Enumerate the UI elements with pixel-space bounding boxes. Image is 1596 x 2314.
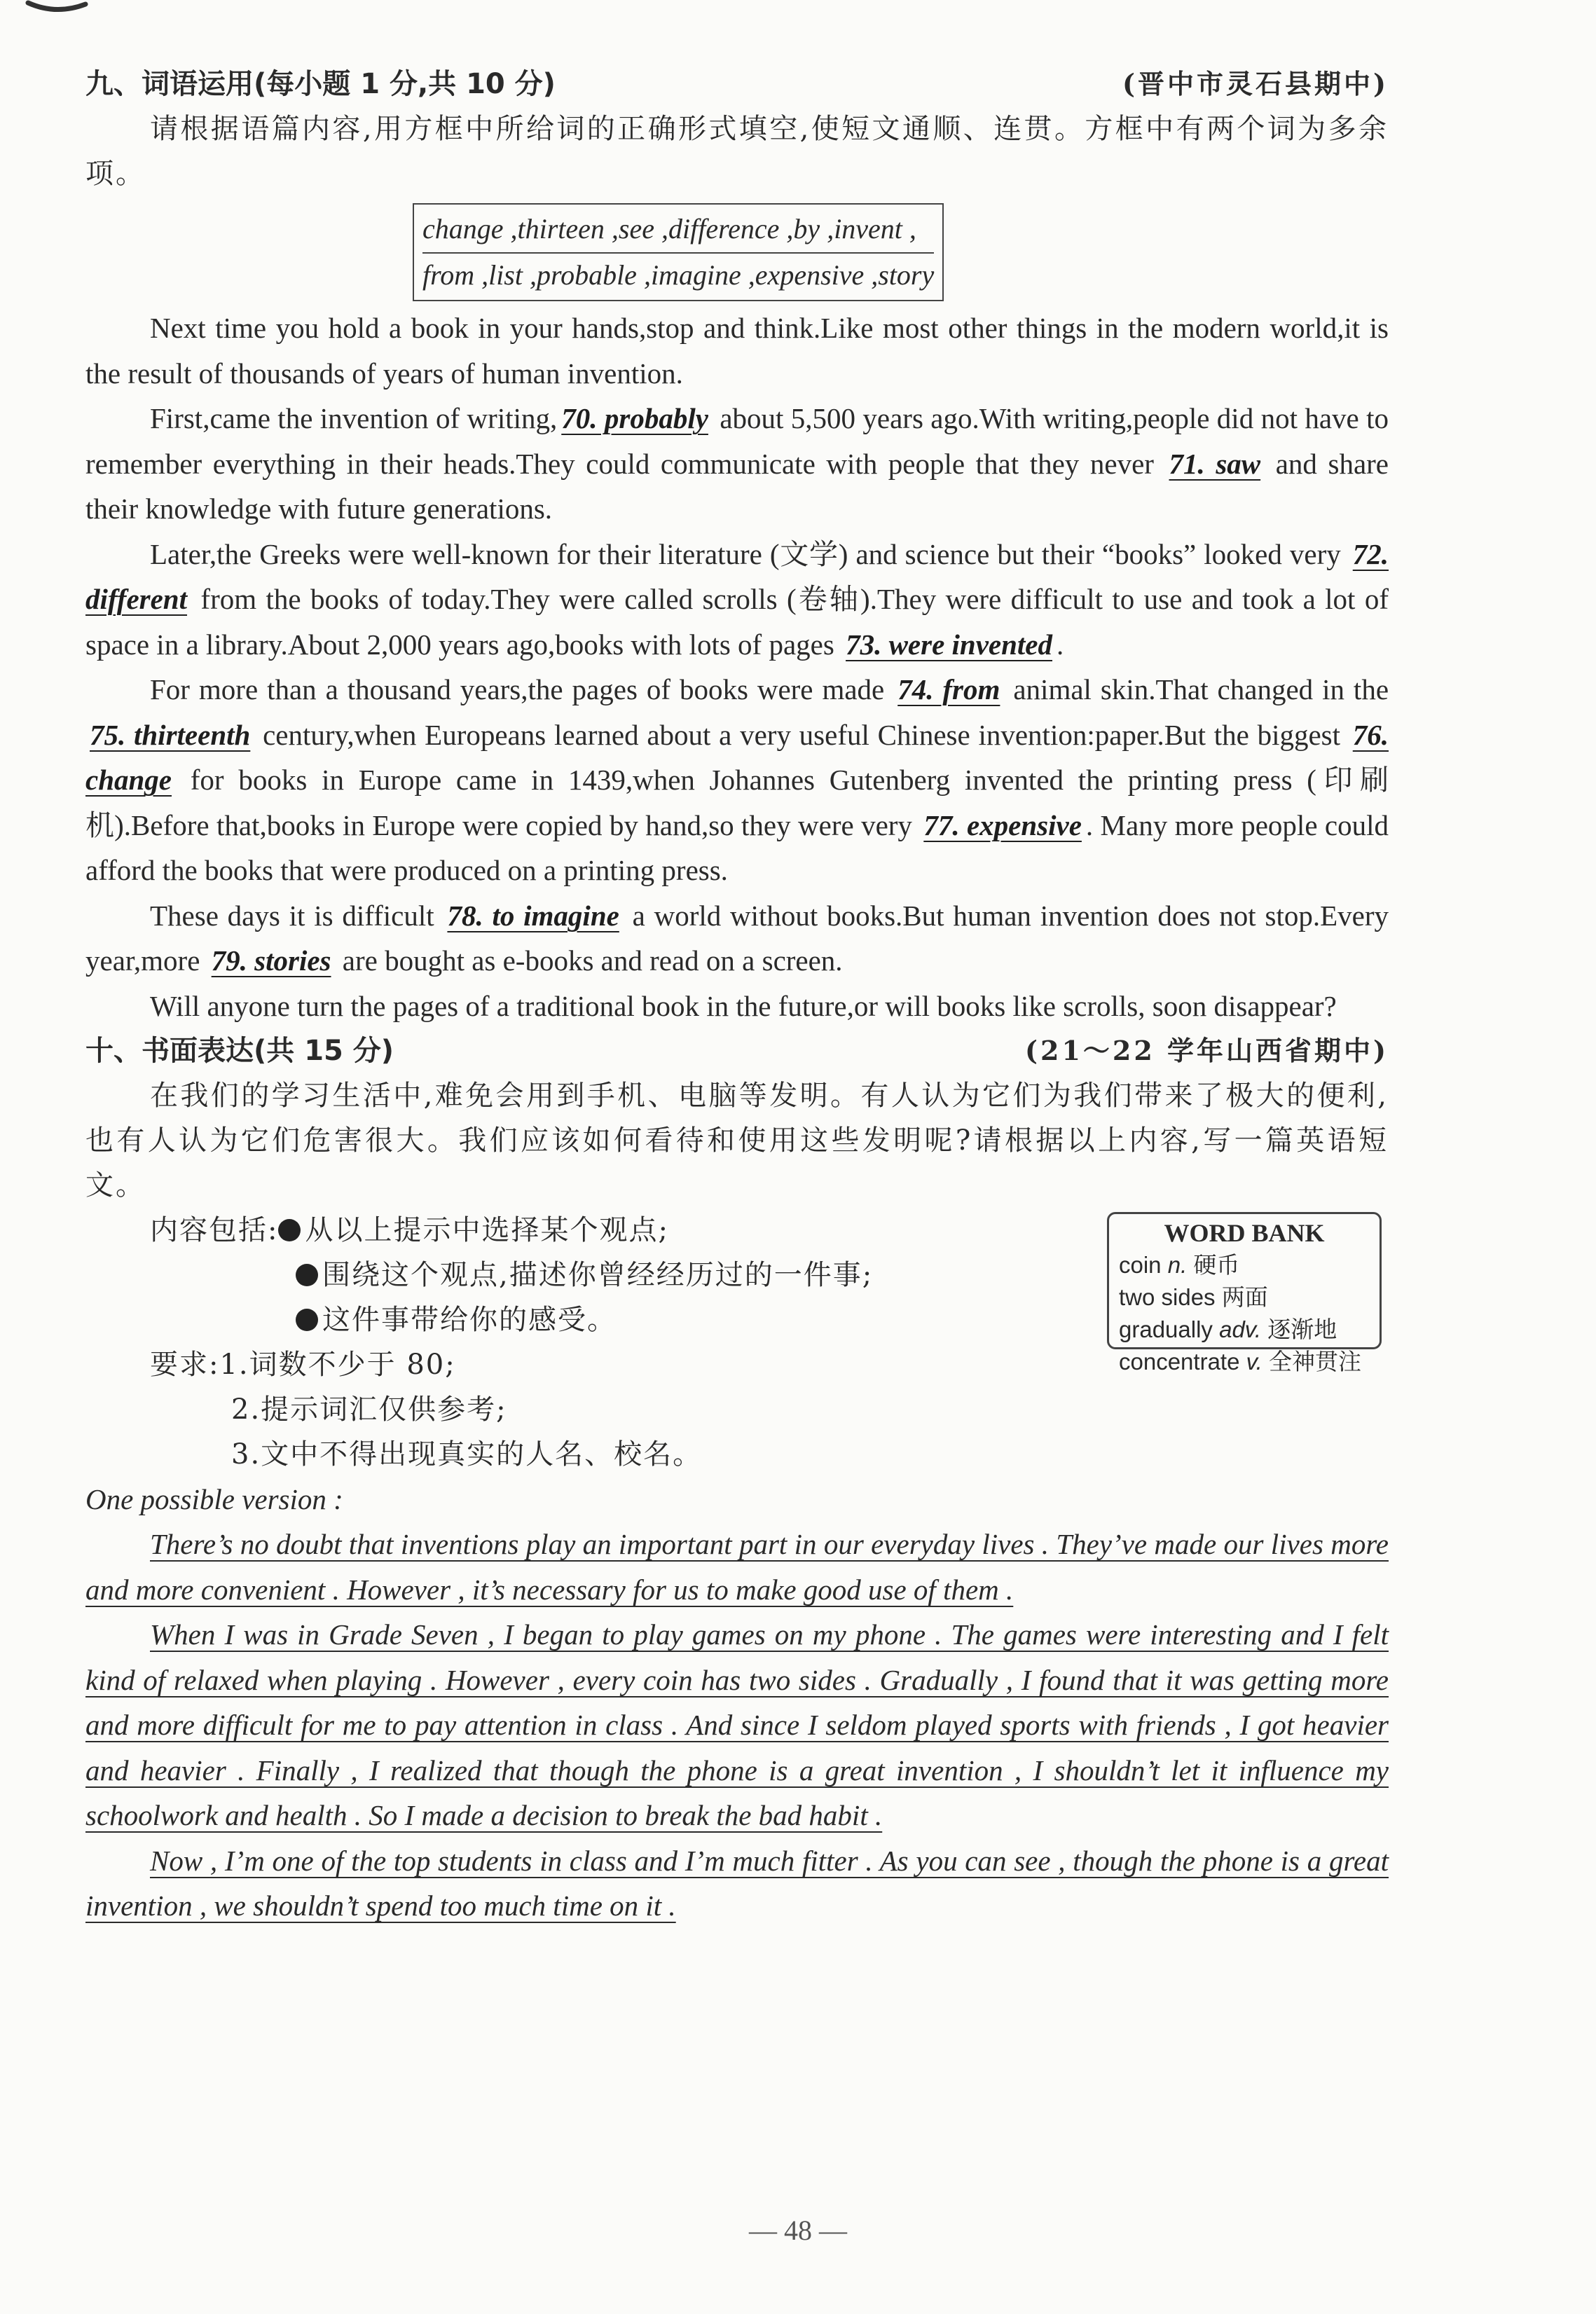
wb-pos: adv.: [1219, 1316, 1262, 1342]
text-run: about 5,500 years ago.With writing,people did not have to remember everything in their heads.They could communicate with people that they never: [85, 402, 1389, 480]
essay-text: When I was in Grade Seven , I began to play games on my phone . The games were interesting and I felt kind of relaxed when playing . However , every coin has two sides . Gradually , I found that it was getting more and more difficult for me to pay attention in class . And since I seldom played sports with friends , I got heavier and heavier . Finally , I realized that though the phone is a great invention , I shouldn’t let it influence my schoolwork and health . So I made a decision to break the bad habit .: [85, 1618, 1389, 1831]
requirements-block: [85, 1208, 1389, 1477]
text-run: Later,the Greeks were well-known for their literature (文学) and science but their “books” looked very: [150, 537, 1349, 570]
section9-header: [85, 62, 1389, 106]
passage-p5: [85, 893, 1389, 984]
text-run: animal skin.That changed in the: [1004, 673, 1389, 705]
text-run: For more than a thousand years,the pages of books were made: [150, 673, 894, 705]
word-box-row1: change ,thirteen ,see ,difference ,by ,invent ,: [422, 207, 934, 254]
section10-instruction: 在我们的学习生活中,难免会用到手机、电脑等发明。有人认为它们为我们带来了极大的便利,也有人认为它们危害很大。我们应该如何看待和使用这些发明呢?请根据以上内容,写一篇英语短文。: [85, 1080, 1389, 1201]
essay-p2: [85, 1612, 1389, 1838]
word-box-row2: from ,list ,probable ,imagine ,expensive ,story: [422, 259, 935, 291]
text-run: are bought as e-books and read on a screen.: [335, 944, 843, 977]
word-bank-item: [1119, 1281, 1370, 1314]
answer-78: 78. to imagine: [447, 899, 619, 932]
text-run: .: [1057, 628, 1064, 661]
passage-p2: [85, 396, 1389, 532]
text-run: a world without books.But human invention does not stop.Every year,more: [85, 899, 1389, 977]
word-bank-item: [1119, 1346, 1370, 1378]
wb-pos: v.: [1246, 1349, 1263, 1375]
word-bank: [1107, 1212, 1382, 1375]
answer-74: 74. from: [897, 673, 1000, 705]
answer-76: 76. change: [85, 718, 1389, 796]
text-run: and share their knowledge with future generations.: [85, 447, 1389, 525]
bullet-text: 这件事带给你的感受。: [322, 1304, 617, 1336]
wb-en: gradually: [1119, 1316, 1220, 1342]
version-label: One possible version :: [85, 1483, 343, 1515]
word-bank-title: WORD BANK: [1164, 1219, 1325, 1247]
corner-mark-icon: [21, 0, 91, 18]
bullet-text: 围绕这个观点,描述你曾经经历过的一件事;: [322, 1259, 874, 1291]
section10-header: [85, 1028, 1389, 1073]
essay-text: Now , I’m one of the top students in class and I’m much fitter . As you can see , though the phone is a great invention , we shouldn’t spend too much time on it .: [85, 1844, 1389, 1922]
essay-text: There’s no doubt that inventions play an important part in our everyday lives . They’ve made our lives more and more convenient . However , it’s necessary for us to make good use of them .: [85, 1528, 1389, 1606]
word-box: [413, 203, 944, 301]
essay-p1: [85, 1522, 1389, 1612]
wb-en: coin: [1119, 1252, 1168, 1278]
text-run: These days it is difficult: [150, 899, 443, 932]
section9-source: (晋中市灵石县期中): [1122, 68, 1389, 99]
requirement-3: 3.文中不得出现真实的人名、校名。: [231, 1438, 703, 1471]
answer-72: 72. different: [85, 537, 1389, 615]
answer-79: 79. stories: [211, 944, 331, 977]
wb-en: two sides: [1119, 1284, 1222, 1310]
word-bank-item: [1119, 1249, 1370, 1281]
wb-cn: 全神贯注: [1262, 1349, 1362, 1375]
section9-instruction: 请根据语篇内容,用方框中所给词的正确形式填空,使短文通顺、连贯。方框中有两个词为多余项。: [85, 113, 1389, 190]
text-run: century,when Europeans learned about a very useful Chinese invention:paper.But the biggest: [254, 718, 1349, 751]
requirement-1: 要求:1.词数不少于 80;: [150, 1349, 456, 1381]
text-run: for books in Europe came in 1439,when Johannes Gutenberg invented the printing press (印刷机).Before that,books in Europe were copied by hand,so they were very: [85, 764, 1389, 841]
text-run: First,came the invention of writing,: [150, 402, 558, 434]
word-bank-item: [1119, 1314, 1370, 1346]
answer-77: 77. expensive: [923, 808, 1082, 841]
answer-73: 73. were invented: [846, 628, 1052, 661]
section10-source: (21～22 学年山西省期中): [1025, 1035, 1389, 1066]
bullet-icon: [296, 1264, 318, 1286]
text-run: from the books of today.They were called scrolls (卷轴).They were difficult to use and took a lot of space in a library.About 2,000 years ago,books with lots of pages: [85, 583, 1389, 661]
wb-cn: 两面: [1221, 1284, 1268, 1310]
answer-75: 75. thirteenth: [90, 718, 251, 751]
content: [85, 62, 1389, 1929]
text-run: . Many more people could afford the books that were produced on a printing press.: [85, 808, 1389, 886]
section9-title: 九、词语运用(每小题 1 分,共 10 分): [85, 68, 556, 100]
bullet-icon: [278, 1219, 301, 1241]
section10-title: 十、书面表达(共 15 分): [85, 1035, 394, 1067]
page-number: — 48 —: [749, 2215, 847, 2246]
wb-pos: n.: [1167, 1252, 1188, 1278]
answer-71: 71. saw: [1169, 447, 1261, 480]
wb-en: concentrate: [1119, 1349, 1246, 1375]
requirement-2: 2.提示词汇仅供参考;: [231, 1393, 507, 1426]
bullet-icon: [296, 1309, 318, 1331]
wb-cn: 逐渐地: [1261, 1316, 1337, 1342]
answer-70: 70. probably: [561, 402, 708, 434]
passage-p3: [85, 532, 1389, 668]
passage-p4: [85, 667, 1389, 893]
sample-essay: [85, 1522, 1389, 1929]
essay-p3: [85, 1838, 1389, 1929]
passage-p6: Will anyone turn the pages of a traditional book in the future,or will books like scrolls, soon disappear?: [150, 989, 1337, 1022]
bullet-text: 从以上提示中选择某个观点;: [305, 1214, 669, 1246]
wb-cn: 硬币: [1187, 1252, 1240, 1278]
content-label: 内容包括:: [150, 1214, 279, 1246]
passage-p1: Next time you hold a book in your hands,stop and think.Like most other things in the modern world,it is the result of thousands of years of human invention.: [85, 312, 1389, 390]
